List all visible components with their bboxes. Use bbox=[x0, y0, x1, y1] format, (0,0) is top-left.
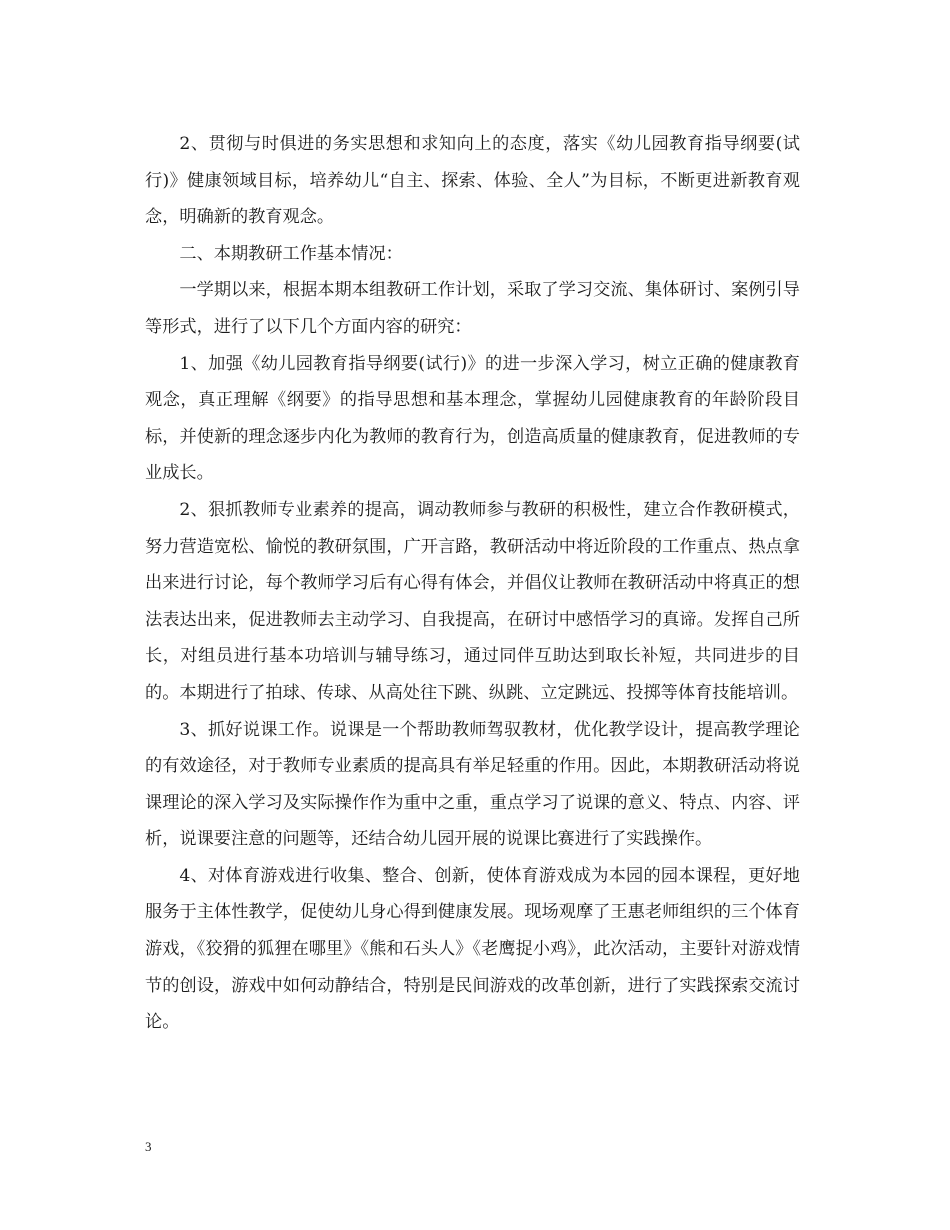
paragraph-item-4: 4、对体育游戏进行收集、整合、创新，使体育游戏成为本园的园本课程，更好地服务于主体性教学，促使幼儿身心得到健康发展。现场观摩了王惠老师组织的三个体育游戏，《狡猾的狐狸在哪里》《熊和石头人》《老鹰捉小鸡》，此次活动，主要针对游戏情节的创设，游戏中如何动静结合，特别是民间游戏的改革创新，进行了实践探索交流讨论。 bbox=[145, 865, 800, 1033]
paragraph-item-1: 1、加强《幼儿园教育指导纲要(试行)》的进一步深入学习，树立正确的健康教育观念，真正理解《纲要》的指导思想和基本理念，掌握幼儿园健康教育的年龄阶段目标，并使新的理念逐步内化为教师的教育行为，创造高质量的健康教育，促进教师的专业成长。 bbox=[145, 353, 800, 484]
document-body bbox=[145, 126, 800, 1041]
paragraph-goal-2: 2、贯彻与时俱进的务实思想和求知向上的态度，落实《幼儿园教育指导纲要(试行)》健康领域目标，培养幼儿“自主、探索、体验、全人”为目标，不断更进新教育观念，明确新的教育观念。 bbox=[145, 134, 800, 228]
paragraph-overview: 一学期以来，根据本期本组教研工作计划，采取了学习交流、集体研讨、案例引导等形式，进行了以下几个方面内容的研究： bbox=[145, 280, 800, 337]
page-number: 3 bbox=[145, 1139, 152, 1154]
section-heading-basic-situation: 二、本期教研工作基本情况： bbox=[179, 243, 403, 264]
paragraph-item-2: 2、狠抓教师专业素养的提高，调动教师参与教研的积极性，建立合作教研模式，努力营造宽松、愉悦的教研氛围，广开言路，教研活动中将近阶段的工作重点、热点拿出来进行讨论，每个教师学习后有心得有体会，并倡仪让教师在教研活动中将真正的想法表达出来，促进教师去主动学习、自我提高，在研讨中感悟学习的真谛。发挥自己所长，对组员进行基本功培训与辅导练习，通过同伴互助达到取长补短，共同进步的目的。本期进行了拍球、传球、从高处往下跳、纵跳、立定跳远、投掷等体育技能培训。 bbox=[145, 499, 800, 703]
paragraph-item-3: 3、抓好说课工作。说课是一个帮助教师驾驭教材，优化教学设计，提高教学理论的有效途径，对于教师专业素质的提高具有举足轻重的作用。因此，本期教研活动将说课理论的深入学习及实际操作作为重中之重，重点学习了说课的意义、特点、内容、评析，说课要注意的问题等，还结合幼儿园开展的说课比赛进行了实践操作。 bbox=[145, 719, 800, 850]
